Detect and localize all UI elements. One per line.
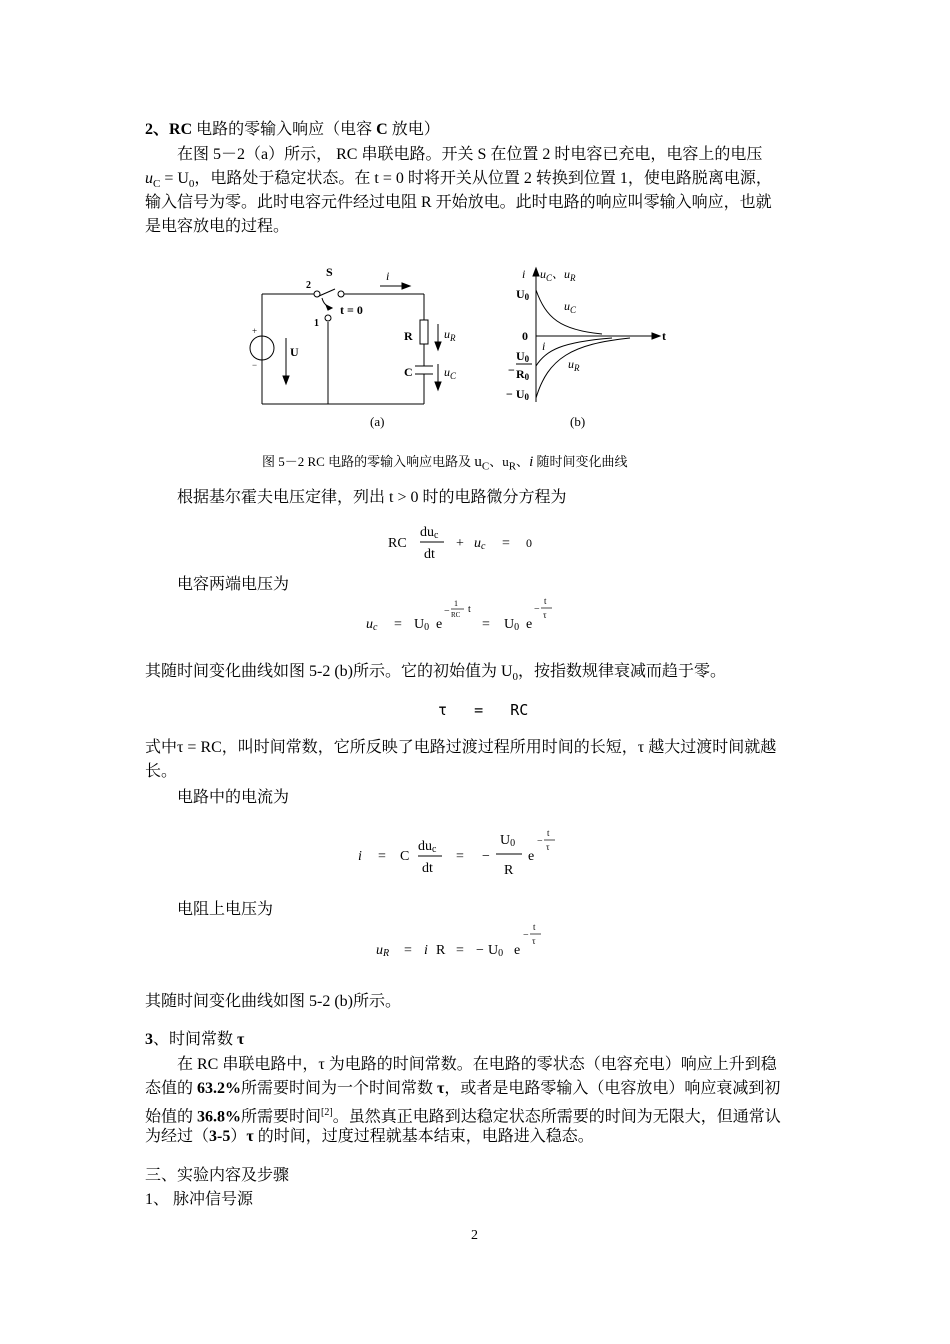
eq2-exp1-num: 1 — [454, 599, 458, 608]
paragraph-line: 其随时间变化曲线如图 5-2 (b)所示。 — [145, 993, 401, 1010]
switch-blade — [319, 289, 335, 296]
eq3-exp-num: t — [547, 828, 550, 838]
y-axis-sub-r: R — [570, 273, 576, 283]
eq4-r: R — [436, 943, 446, 958]
var-u: u — [145, 170, 153, 187]
eq1-num-du: du — [420, 525, 434, 540]
curve-line-suffix: ，按指数规律衰减而趋于零。 — [518, 663, 727, 680]
eq-u: = U — [160, 170, 189, 187]
eq2-u0 — [414, 617, 429, 633]
eq4-u0-sym: U — [488, 943, 499, 958]
uc-sub: C — [450, 371, 457, 381]
caption-suffix: 随时间变化曲线 — [533, 454, 628, 469]
c-label: C — [404, 365, 413, 379]
eq2-exp2-den: τ — [543, 610, 547, 620]
uc-label — [444, 365, 457, 381]
s3-l2a: 态值的 — [145, 1080, 198, 1097]
r-label: R — [404, 329, 413, 343]
eq2-e: e — [436, 617, 443, 632]
eq2-exp1-sign: − — [444, 606, 450, 617]
uc-curve-label — [564, 299, 577, 315]
ur-curve-label — [568, 357, 580, 373]
graph-labels — [506, 267, 666, 429]
eq3-i: i — [358, 849, 362, 864]
eq4-exp-den: τ — [532, 936, 536, 946]
eq1-zero: 0 — [526, 536, 532, 550]
eq4-u0 — [488, 943, 503, 959]
section-heading-experiment: 三、实验内容及步骤 — [145, 1167, 290, 1184]
eq3-fden: R — [504, 863, 514, 878]
u0-label — [516, 287, 530, 302]
eq4-exp-sign: − — [523, 930, 529, 941]
frac-num-sub: 0 — [524, 354, 530, 364]
ur-curve — [536, 338, 630, 398]
eq3-exp-den: τ — [546, 842, 550, 852]
section3-number: 3 — [145, 1031, 153, 1048]
frac-num-u: U — [516, 349, 525, 363]
sub-c: C — [153, 178, 161, 191]
s3-l3a: 始值的 — [145, 1108, 198, 1126]
paragraph-line — [145, 1125, 594, 1149]
eq4-exp-num: t — [533, 922, 536, 932]
equation-2 — [366, 594, 566, 638]
eq4-i: i — [424, 943, 428, 958]
circuit-diagram — [250, 283, 441, 404]
paragraph-line — [145, 1077, 780, 1101]
eq1-rc: RC — [388, 536, 407, 551]
ur-label — [444, 327, 456, 343]
paragraph-line: 电路中的电流为 — [177, 789, 290, 806]
switch-arrow — [326, 305, 332, 310]
s3-l3d: 。虽然真正电路到达稳定状态所需要的时间为无限大，但通常认 — [332, 1108, 781, 1126]
s3-l4d: τ — [246, 1128, 254, 1145]
page-number: 2 — [471, 1228, 478, 1243]
uc-curve-symbol: u — [564, 299, 570, 313]
eq1-eq: = — [502, 536, 510, 551]
paragraph-line: 式中τ = RC，叫时间常数，它所反映了电路过渡过程所用时间的长短，τ 越大过渡时间就越 — [145, 739, 777, 756]
paragraph-line: 长。 — [145, 763, 178, 780]
s3-l4c: ） — [230, 1128, 247, 1145]
curve-line-prefix: 其随时间变化曲线如图 5-2 (b)所示。它的初始值为 U — [145, 663, 513, 680]
s3-l4b: 3-5 — [209, 1128, 231, 1145]
neg-u0-symbol: − U — [506, 387, 525, 401]
pos2-label: 2 — [306, 280, 311, 291]
eq2-exp2-num: t — [544, 596, 547, 606]
eq2-eq2: = — [482, 617, 490, 632]
eq2-exp1-den: RC — [451, 611, 461, 619]
paragraph-line: 电阻上电压为 — [177, 901, 274, 918]
frac-den — [516, 367, 530, 382]
source-minus: − — [252, 360, 258, 370]
eq4-eq1: = — [404, 943, 412, 958]
neg-u0-sub: 0 — [524, 392, 530, 402]
response-graph — [533, 268, 660, 402]
neg-sign: − — [508, 363, 515, 377]
eq3-e: e — [528, 849, 535, 864]
u0-symbol: U — [516, 287, 525, 301]
y-axis-label — [522, 267, 576, 283]
list-item: 1、 脉冲信号源 — [145, 1191, 254, 1208]
eq2-u0-sym: U — [414, 617, 425, 632]
curve-line-sub: 0 — [512, 671, 519, 684]
eq1-num — [420, 525, 439, 541]
s3-l3b: 36.8% — [197, 1108, 242, 1126]
section3-text: 、时间常数 — [153, 1031, 238, 1048]
y-axis-mid: 、u — [552, 267, 571, 281]
paragraph-line: 电容两端电压为 — [177, 576, 290, 593]
eq2-eq1: = — [394, 617, 402, 632]
tau-eq: = — [474, 701, 484, 719]
y-axis-arrow — [533, 268, 539, 276]
paragraph-line: 是电容放电的过程。 — [145, 218, 290, 235]
caption-sep1: 、u — [489, 454, 509, 469]
uc-curve-sub: C — [570, 305, 577, 315]
caption-i: i — [529, 454, 534, 470]
caption-prefix: 图 5－2 RC 电路的零输入响应电路及 — [262, 454, 475, 469]
s3-l4a: 为经过（ — [145, 1128, 210, 1145]
t-axis-arrow — [652, 333, 660, 339]
heading-rc: RC — [169, 121, 193, 138]
eq1-u-sym: u — [474, 536, 481, 551]
y-axis-sub-c: C — [546, 273, 553, 283]
eq4-neg: − — [476, 943, 484, 958]
citation-ref[interactable]: [2] — [321, 1107, 333, 1118]
frac-den-sub: 0 — [524, 372, 530, 382]
eq4-u-sub: R — [383, 948, 390, 959]
caption-ur-sub: R — [508, 460, 517, 473]
eq1-den: dt — [424, 547, 435, 562]
eq3-num — [418, 839, 437, 855]
current-label: i — [386, 269, 390, 283]
u-label: U — [290, 345, 299, 359]
s3-l2e: ，或者是电路零输入（电容放电）响应衰减到初 — [444, 1080, 781, 1097]
equation-1 — [388, 520, 548, 564]
equation-3 — [356, 826, 566, 882]
eq3-exp-sign: − — [537, 836, 543, 847]
eq1-plus: + — [456, 536, 464, 551]
eq3-num-du: du — [418, 839, 432, 854]
eq3-fnum — [500, 833, 515, 849]
frac-num — [516, 349, 530, 364]
u-arrow-head — [283, 376, 289, 384]
heading-number: 2、 — [145, 121, 170, 138]
caption-uc-sub: C — [481, 460, 490, 473]
eq4-u0-sub: 0 — [498, 948, 504, 959]
t-label: t — [662, 329, 666, 343]
i-curve-label: i — [542, 339, 546, 353]
eq3-c: C — [400, 849, 410, 864]
sub-0: 0 — [188, 178, 195, 191]
caption-u: u — [474, 454, 482, 470]
eq4-e: e — [514, 943, 521, 958]
eq4-u-sym: u — [376, 943, 383, 958]
paragraph-line: 在 RC 串联电路中，τ 为电路的时间常数。在电路的零状态（电容充电）响应上升到稳 — [177, 1056, 777, 1073]
eq2-exp2-sign: − — [534, 604, 540, 615]
heading-c: C — [376, 121, 388, 138]
eq3-num-sub: c — [432, 844, 437, 855]
section3-tau: τ — [237, 1031, 245, 1048]
paragraph-line: 根据基尔霍夫电压定律，列出 t > 0 时的电路微分方程为 — [177, 489, 567, 506]
eq4-eq2: = — [456, 943, 464, 958]
sub-caption-a: (a) — [370, 414, 385, 429]
s3-l2d: τ — [437, 1080, 445, 1097]
current-arrow-head — [402, 283, 410, 289]
figure-5-2 — [240, 258, 700, 438]
switch-terminal — [338, 291, 344, 297]
eq3-neg: − — [482, 849, 490, 864]
pos1-label: 1 — [314, 318, 319, 329]
t0-label: t = 0 — [340, 303, 363, 317]
uc-symbol: u — [444, 365, 450, 379]
s3-l2c: 所需要时间为一个时间常数 — [241, 1080, 438, 1097]
eq1-u — [474, 536, 486, 552]
paragraph-line: 在图 5－2（a）所示， RC 串联电路。开关 S 在位置 2 时电容已充电，电容上的电压 — [177, 146, 763, 163]
eq2-u0b-sym: U — [504, 617, 515, 632]
tau-symbol: τ — [438, 701, 448, 719]
resistor — [420, 320, 428, 344]
eq3-den: dt — [422, 861, 433, 876]
heading-middle: 电路的零输入响应（电容 — [192, 121, 377, 138]
equation-4 — [376, 920, 556, 964]
line-rest: ，电路处于稳定状态。在 t = 0 时将开关从位置 2 转换到位置 1，使电路脱离电源， — [194, 170, 772, 187]
paragraph-line: 输入信号为零。此时电容元件经过电阻 R 开始放电。此时电路的响应叫零输入响应，也就 — [145, 194, 772, 211]
eq3-eq1: = — [378, 849, 386, 864]
ur-sub: R — [450, 333, 456, 343]
eq2-u-sub: c — [373, 622, 378, 633]
u0-sub: 0 — [524, 292, 530, 302]
s3-l3c: 所需要时间 — [241, 1108, 322, 1126]
eq3-eq2: = — [456, 849, 464, 864]
paragraph-line — [145, 660, 726, 689]
eq2-u-sym: u — [366, 617, 373, 632]
s3-l4e: 的时间，过度过程就基本结束，电路进入稳态。 — [253, 1128, 594, 1145]
zero-label: 0 — [522, 329, 528, 343]
source-plus: + — [252, 326, 258, 336]
eq3-fnum-u: U — [500, 833, 511, 848]
section3-heading — [145, 1028, 244, 1052]
eq2-u — [366, 617, 378, 633]
tau-rc: RC — [510, 701, 529, 719]
ur-curve-symbol: u — [568, 357, 574, 371]
eq1-num-sub: c — [434, 530, 439, 541]
y-axis-u: u — [540, 267, 546, 281]
ur-curve-sub: R — [574, 363, 580, 373]
tau-equation — [438, 698, 528, 722]
uc-arrow-head — [435, 382, 441, 390]
frac-den-r: R — [516, 367, 525, 381]
sub-caption-b: (b) — [570, 414, 586, 429]
ur-symbol: u — [444, 327, 450, 341]
eq1-u-sub: c — [481, 541, 486, 552]
caption-sep2: 、 — [516, 454, 530, 469]
eq2-u0b — [504, 617, 519, 633]
eq3-fnum-sub: 0 — [510, 838, 516, 849]
s3-l2b: 63.2% — [197, 1080, 242, 1097]
eq2-e2: e — [526, 617, 533, 632]
section2-heading — [145, 118, 440, 142]
eq2-u0b-sub: 0 — [514, 622, 520, 633]
switch-terminal-1 — [325, 315, 331, 321]
neg-u0-label — [506, 387, 530, 402]
ur-arrow-head — [435, 342, 441, 350]
eq2-exp1-t: t — [468, 604, 471, 615]
eq4-u — [376, 943, 389, 959]
heading-end: 放电） — [387, 121, 440, 138]
eq2-u0-sub: 0 — [424, 622, 430, 633]
y-axis-i: i — [522, 267, 526, 281]
switch-label: S — [326, 265, 333, 279]
figure-caption — [262, 452, 628, 477]
